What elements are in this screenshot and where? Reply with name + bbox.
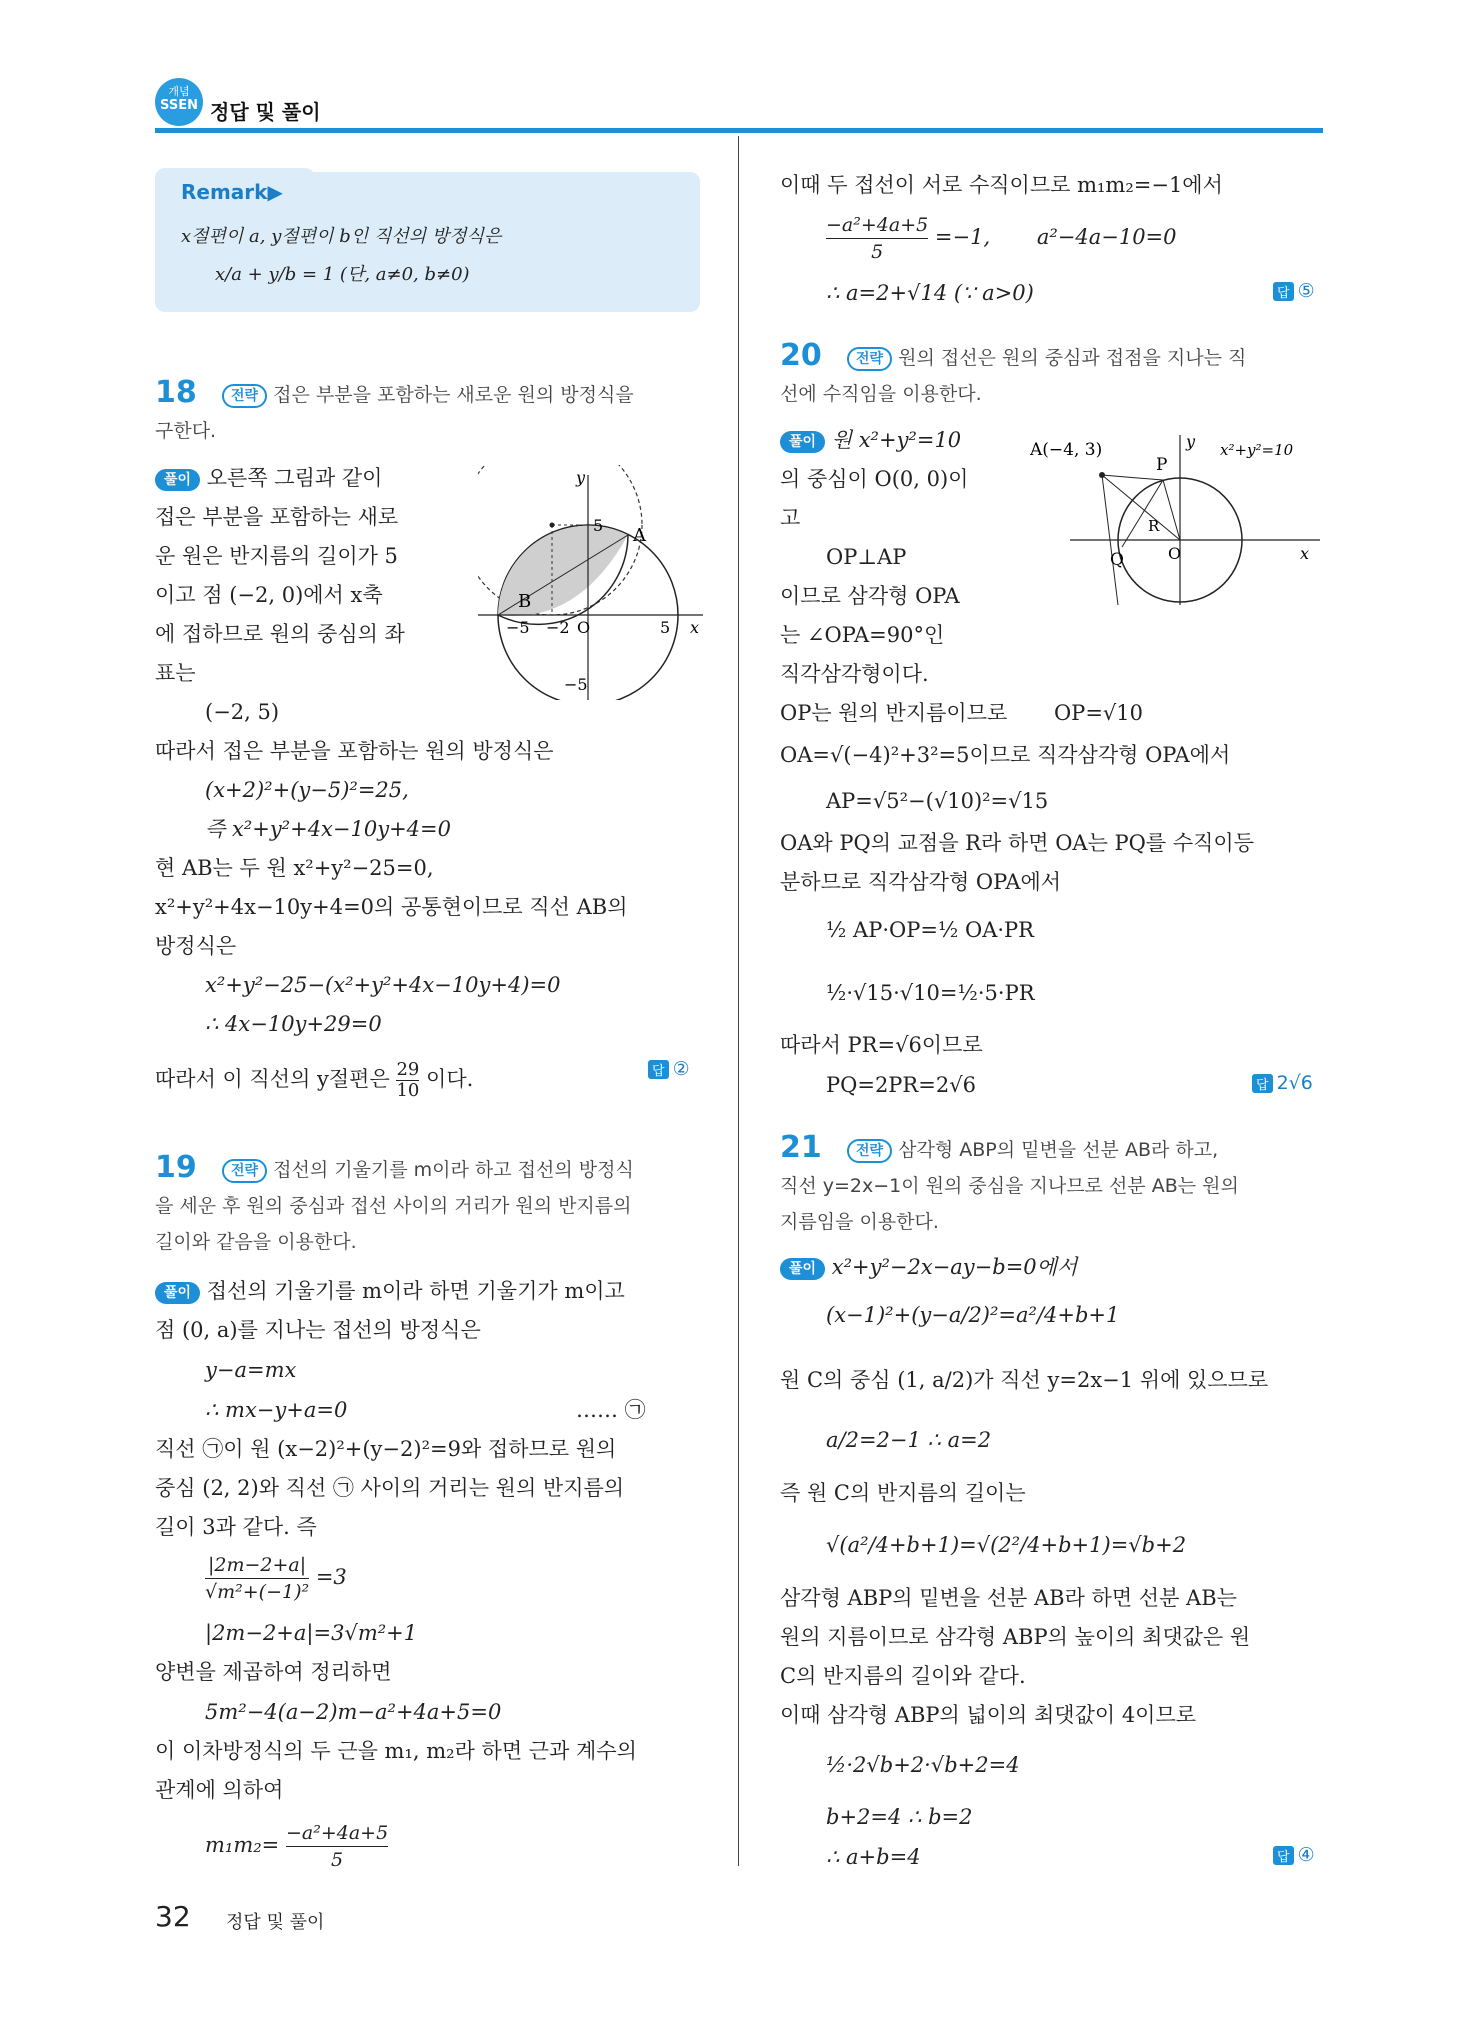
logo-bottom-text: SSEN xyxy=(160,98,198,113)
p21-sol-line8: 원의 지름이므로 삼각형 ABP의 높이의 최댓값은 원 xyxy=(780,1625,1251,1649)
p19-eq2-tag: …… ㉠ xyxy=(576,1398,646,1422)
p21-sol-line10: 이때 삼각형 ABP의 넓이의 최댓값이 4이므로 xyxy=(780,1703,1197,1727)
p18-center-point xyxy=(550,523,555,528)
p20-strategy-line2: 선에 수직임을 이용한다. xyxy=(780,383,982,405)
p18-figure xyxy=(478,465,708,700)
brand-logo xyxy=(155,78,203,126)
problem-number-21: 21 xyxy=(780,1130,822,1165)
p18-sol-line8: 따라서 접은 부분을 포함하는 원의 방정식은 xyxy=(155,739,554,763)
p20-label-x: x xyxy=(1300,544,1310,563)
p18-label-m2: −2 xyxy=(546,618,570,637)
p19-fraction: $\frac{|2m-2+a|}{\text{√m²+(−1)²}}$ =3 xyxy=(205,1554,347,1603)
p21-sol-line1: 풀이 x²+y²−2x−ay−b=0에서 xyxy=(780,1252,1077,1282)
p18-sol-line5: 에 접하므로 원의 중심의 좌 xyxy=(155,622,405,646)
p20-figure xyxy=(1030,425,1330,610)
solution-badge: 풀이 xyxy=(155,1282,200,1304)
p19-eq1: y−a=mx xyxy=(205,1358,297,1382)
remark-title: Remark▶ xyxy=(181,180,283,204)
p20-sol-line14: ½·√15·√10=½·5·PR xyxy=(826,981,1035,1005)
p19-eq4: 5m²−4(a−2)m−a²+4a+5=0 xyxy=(205,1700,502,1724)
p21-eq1: (x−1)²+(y−a/2)²=a²/4+b+1 xyxy=(826,1303,1120,1327)
p21-eq2: a/2=2−1 ∴ a=2 xyxy=(826,1428,992,1452)
p18-label-a: A xyxy=(633,525,646,546)
p19-strategy-line2: 을 세운 후 원의 중심과 접선 사이의 거리가 원의 반지름의 xyxy=(155,1195,632,1217)
p21-sol-line9: C의 반지름의 길이와 같다. xyxy=(780,1664,1026,1688)
p21-eq4: ½·2√b+2·√b+2=4 xyxy=(826,1753,1020,1777)
header-divider xyxy=(155,128,1323,133)
p19-eq5: m₁m₂= $\frac{\text{−a²+4a+5}}{5}$ xyxy=(205,1822,389,1871)
p20-label-p: P xyxy=(1156,455,1168,475)
p20-answer: 답 2√6 xyxy=(1252,1072,1313,1094)
answer-tag: 답 xyxy=(648,1060,669,1079)
p19c-eq1: $\frac{\text{−a²+4a+5}}{5}$ =−1, a²−4a−10=0 xyxy=(826,214,1177,263)
p18-label-o: O xyxy=(577,618,591,637)
p19-sol-line12: 이 이차방정식의 두 근을 m₁, m₂라 하면 근과 계수의 xyxy=(155,1739,637,1763)
p20-sol-line9: OA=√(−4)²+3²=5이므로 직각삼각형 OPA에서 xyxy=(780,743,1231,767)
p20-label-eq: x²+y²=10 xyxy=(1220,441,1294,459)
solution-badge: 풀이 xyxy=(155,469,200,491)
p21-eq3: √(a²/4+b+1)=√(2²/4+b+1)=√b+2 xyxy=(826,1533,1187,1557)
p20-segment-op xyxy=(1163,480,1180,540)
p21-sol-line3: 원 C의 중심 (1, a/2)가 직선 y=2x−1 위에 있으므로 xyxy=(780,1368,1269,1392)
problem-number-19: 19 xyxy=(155,1150,197,1185)
page-header-title: 정답 및 풀이 xyxy=(210,100,321,124)
p21-eq6: ∴ a+b=4 xyxy=(826,1845,921,1869)
p18-sol-line3: 운 원은 반지름의 길이가 5 xyxy=(155,544,398,568)
p20-sol-line12: 분하므로 직각삼각형 OPA에서 xyxy=(780,870,1062,894)
p18-center-coord: (−2, 5) xyxy=(205,700,280,724)
p21-answer: 답 ④ xyxy=(1273,1844,1315,1866)
page-number: 32 xyxy=(155,1900,191,1933)
p19c-eq2: ∴ a=2+√14 (∵ a>0) xyxy=(826,281,1034,305)
p20-sol-line6: 는 ∠OPA=90°인 xyxy=(780,623,945,647)
p18-fraction-den: 10 xyxy=(396,1080,420,1101)
p20-tangent-ap xyxy=(1102,475,1163,480)
p18-fraction-num: 29 xyxy=(396,1059,420,1080)
p18-eq2: 즉 x²+y²+4x−10y+4=0 xyxy=(205,817,451,841)
p21-strategy-line3: 지름임을 이용한다. xyxy=(780,1211,939,1233)
p18-strategy-text: 접은 부분을 포함하는 새로운 원의 방정식을 xyxy=(273,384,634,406)
p20-sol-line7: 직각삼각형이다. xyxy=(780,662,929,686)
p20-sol-line3: 고 xyxy=(780,506,801,530)
p20-sol-line1: 풀이 원 x²+y²=10 xyxy=(780,425,961,455)
p20-sol-line16: PQ=2PR=2√6 xyxy=(826,1073,976,1097)
p20-sol-line5: 이므로 삼각형 OPA xyxy=(780,584,960,608)
p19-sol-line2: 점 (0, a)를 지나는 접선의 방정식은 xyxy=(155,1318,481,1342)
p19-sol-line7: 길이 3과 같다. 즉 xyxy=(155,1515,317,1539)
p18-label-x: x xyxy=(690,618,700,637)
p18-eq4: ∴ 4x−10y+29=0 xyxy=(205,1012,382,1036)
p19-sol-line13: 관계에 의하여 xyxy=(155,1778,284,1802)
p18-strategy-line2: 구한다. xyxy=(155,420,217,442)
p20-label-a: A(−4, 3) xyxy=(1030,440,1103,460)
footer-label: 정답 및 풀이 xyxy=(226,1912,325,1933)
p18-eq1: (x+2)²+(y−5)²=25, xyxy=(205,778,409,802)
p20-sol-line2: 의 중심이 O(0, 0)이 xyxy=(780,467,969,491)
p18-sol-line13: 방정식은 xyxy=(155,934,237,958)
problem-number-18: 18 xyxy=(155,375,197,410)
p18-label-p5: 5 xyxy=(660,618,671,637)
p21-sol-line5: 즉 원 C의 반지름의 길이는 xyxy=(780,1481,1026,1505)
p21-strategy-line2: 직선 y=2x−1이 원의 중심을 지나므로 선분 AB는 원의 xyxy=(780,1175,1239,1197)
p18-sol-line16: 따라서 이 직선의 y절편은 $\frac{29}{10}$ 이다. xyxy=(155,1059,474,1101)
p19-strategy-line3: 길이와 같음을 이용한다. xyxy=(155,1231,357,1253)
p20-label-y: y xyxy=(1186,432,1196,451)
p18-sol-line1: 풀이 오른쪽 그림과 같이 xyxy=(155,463,382,493)
p20-label-r: R xyxy=(1148,517,1160,535)
remark-box xyxy=(155,172,700,312)
p18-sol-line4: 이고 점 (−2, 0)에서 x축 xyxy=(155,583,383,607)
p19-sol-line1: 풀이 접선의 기울기를 m이라 하면 기울기가 m이고 xyxy=(155,1276,625,1306)
p18-label-b: B xyxy=(518,591,532,612)
remark-text: x절편이 a, y절편이 b인 직선의 방정식은 xyxy=(181,226,502,247)
p21-sol-line7: 삼각형 ABP의 밑변을 선분 AB라 하면 선분 AB는 xyxy=(780,1586,1237,1610)
p18-label-m5: −5 xyxy=(506,618,530,637)
p18-answer: 답 ② xyxy=(648,1058,690,1080)
p20-label-o: O xyxy=(1168,544,1182,563)
p20-strategy: 전략 원의 접선은 원의 중심과 접점을 지나는 직 xyxy=(847,343,1246,373)
p18-label-m5b: −5 xyxy=(564,675,588,694)
p18-sol-line2: 접은 부분을 포함하는 새로 xyxy=(155,505,399,529)
p19c-line1: 이때 두 접선이 서로 수직이므로 m₁m₂=−1에서 xyxy=(780,173,1223,197)
strategy-badge: 전략 xyxy=(222,384,267,408)
p21-strategy: 전략 삼각형 ABP의 밑변을 선분 AB라 하고, xyxy=(847,1135,1218,1165)
p19-answer: 답 ⑤ xyxy=(1273,280,1315,302)
p18-sol-line11: 현 AB는 두 원 x²+y²−25=0, xyxy=(155,856,434,880)
p20-sol-line10: AP=√5²−(√10)²=√15 xyxy=(826,789,1049,813)
p19-sol-line5: 직선 ㉠이 원 (x−2)²+(y−2)²=9와 접하므로 원의 xyxy=(155,1437,617,1461)
problem-number-20: 20 xyxy=(780,338,822,373)
p20-label-q: Q xyxy=(1110,550,1124,570)
p19-eq2: ∴ mx−y+a=0 xyxy=(205,1398,348,1422)
remark-formula: x/a + y/b = 1 (단, a≠0, b≠0) xyxy=(215,264,470,285)
p19-sol-line10: 양변을 제곱하여 정리하면 xyxy=(155,1660,392,1684)
p18-strategy xyxy=(222,380,634,410)
p20-sol-line15: 따라서 PR=√6이므로 xyxy=(780,1033,983,1057)
p20-sol-line4: OP⊥AP xyxy=(826,545,907,569)
p18-label-y: y xyxy=(576,468,586,487)
p19-sol-line6: 중심 (2, 2)와 직선 ㉠ 사이의 거리는 원의 반지름의 xyxy=(155,1476,625,1500)
p20-sol-line13: ½ AP·OP=½ OA·PR xyxy=(826,918,1034,942)
strategy-badge: 전략 xyxy=(222,1159,267,1183)
p18-sol-line12: x²+y²+4x−10y+4=0의 공통현이므로 직선 AB의 xyxy=(155,895,628,919)
column-divider xyxy=(738,136,739,1866)
p20-segment-oa xyxy=(1102,475,1180,540)
p18-label-5-top: 5 xyxy=(593,516,604,535)
p20-sol-line8: OP는 원의 반지름이므로 OP=√10 xyxy=(780,701,1144,725)
p21-eq5: b+2=4 ∴ b=2 xyxy=(826,1805,973,1829)
logo-top-text: 개념 xyxy=(168,85,190,98)
p18-eq3: x²+y²−25−(x²+y²+4x−10y+4)=0 xyxy=(205,973,561,997)
p18-sol-line6: 표는 xyxy=(155,661,196,685)
p20-sol-line11: OA와 PQ의 교점을 R라 하면 OA는 PQ를 수직이등 xyxy=(780,831,1254,855)
p19-strategy: 전략 접선의 기울기를 m이라 하고 접선의 방정식 xyxy=(222,1155,634,1185)
p19-eq3: |2m−2+a|=3√m²+1 xyxy=(205,1621,418,1645)
